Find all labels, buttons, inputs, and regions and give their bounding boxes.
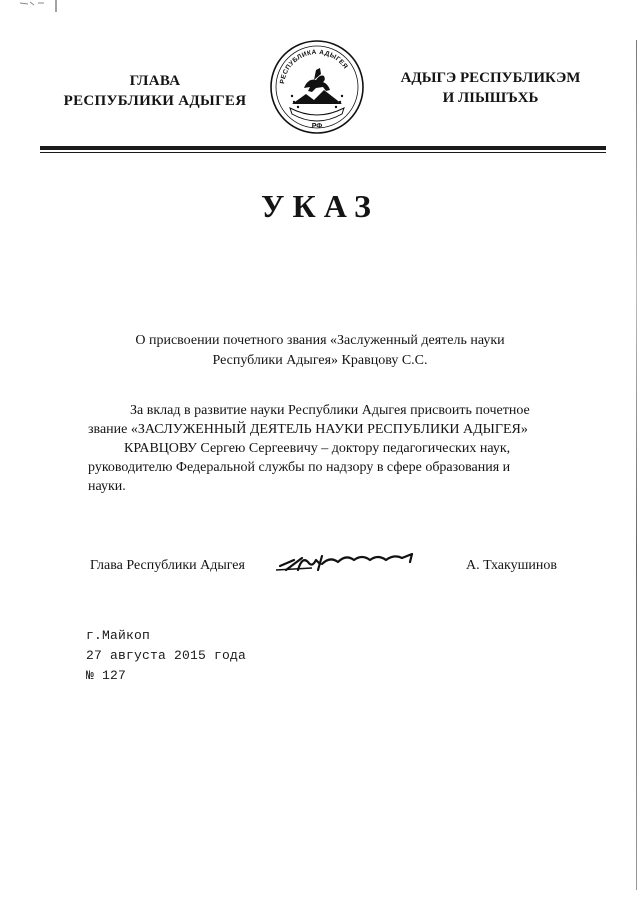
header-rule-thin bbox=[40, 152, 606, 153]
header-right-line2: И ЛІЫШЪХЬ bbox=[442, 90, 539, 106]
issue-city: г.Майкоп bbox=[86, 628, 151, 643]
signer-name: А. Тхакушинов bbox=[466, 558, 557, 573]
header-rule-thick bbox=[40, 146, 606, 150]
subject-line-1: О присвоении почетного звания «Заслуженный деятель науки bbox=[135, 333, 505, 348]
issue-date: 27 августа 2015 года bbox=[86, 648, 247, 663]
decree-subject bbox=[80, 331, 560, 371]
header-right-line1: АДЫГЭ РЕСПУБЛИКЭМ bbox=[400, 70, 581, 86]
body-line-3: КРАВЦОВУ Сергею Сергеевичу – доктору педагогических наук, bbox=[124, 441, 511, 456]
body-line-5: науки. bbox=[88, 479, 126, 494]
handwritten-signature-icon bbox=[272, 540, 422, 580]
body-line-2: звание «ЗАСЛУЖЕННЫЙ ДЕЯТЕЛЬ НАУКИ РЕСПУБЛИКИ АДЫГЕЯ» bbox=[88, 422, 528, 437]
document-title: УКАЗ bbox=[261, 188, 379, 224]
header-left-line2: РЕСПУБЛИКИ АДЫГЕЯ bbox=[63, 93, 247, 109]
emblem-inscription: РЕСПУБЛИКА АДЫГЕЯ bbox=[279, 48, 349, 85]
header-left bbox=[30, 71, 280, 111]
body-line-4: руководителю Федеральной службы по надзору в сфере образования и bbox=[88, 460, 511, 475]
decree-number: № 127 bbox=[86, 668, 127, 683]
decree-body bbox=[88, 401, 568, 496]
subject-line-2: Республики Адыгея» Кравцову С.С. bbox=[212, 353, 428, 368]
signer-role: Глава Республики Адыгея bbox=[90, 558, 245, 573]
coat-of-arms-icon bbox=[268, 38, 366, 136]
header-right bbox=[378, 68, 603, 108]
header-left-line1: ГЛАВА bbox=[129, 73, 181, 89]
scan-edge-line bbox=[636, 40, 637, 890]
body-line-1: За вклад в развитие науки Республики Адыгея присвоить почетное bbox=[130, 403, 530, 418]
scan-artifact-mark bbox=[0, 0, 70, 12]
svg-text:РЕСПУБЛИКА АДЫГЕЯ bbox=[279, 49, 349, 84]
emblem-bottom-text: РФ bbox=[311, 123, 323, 130]
